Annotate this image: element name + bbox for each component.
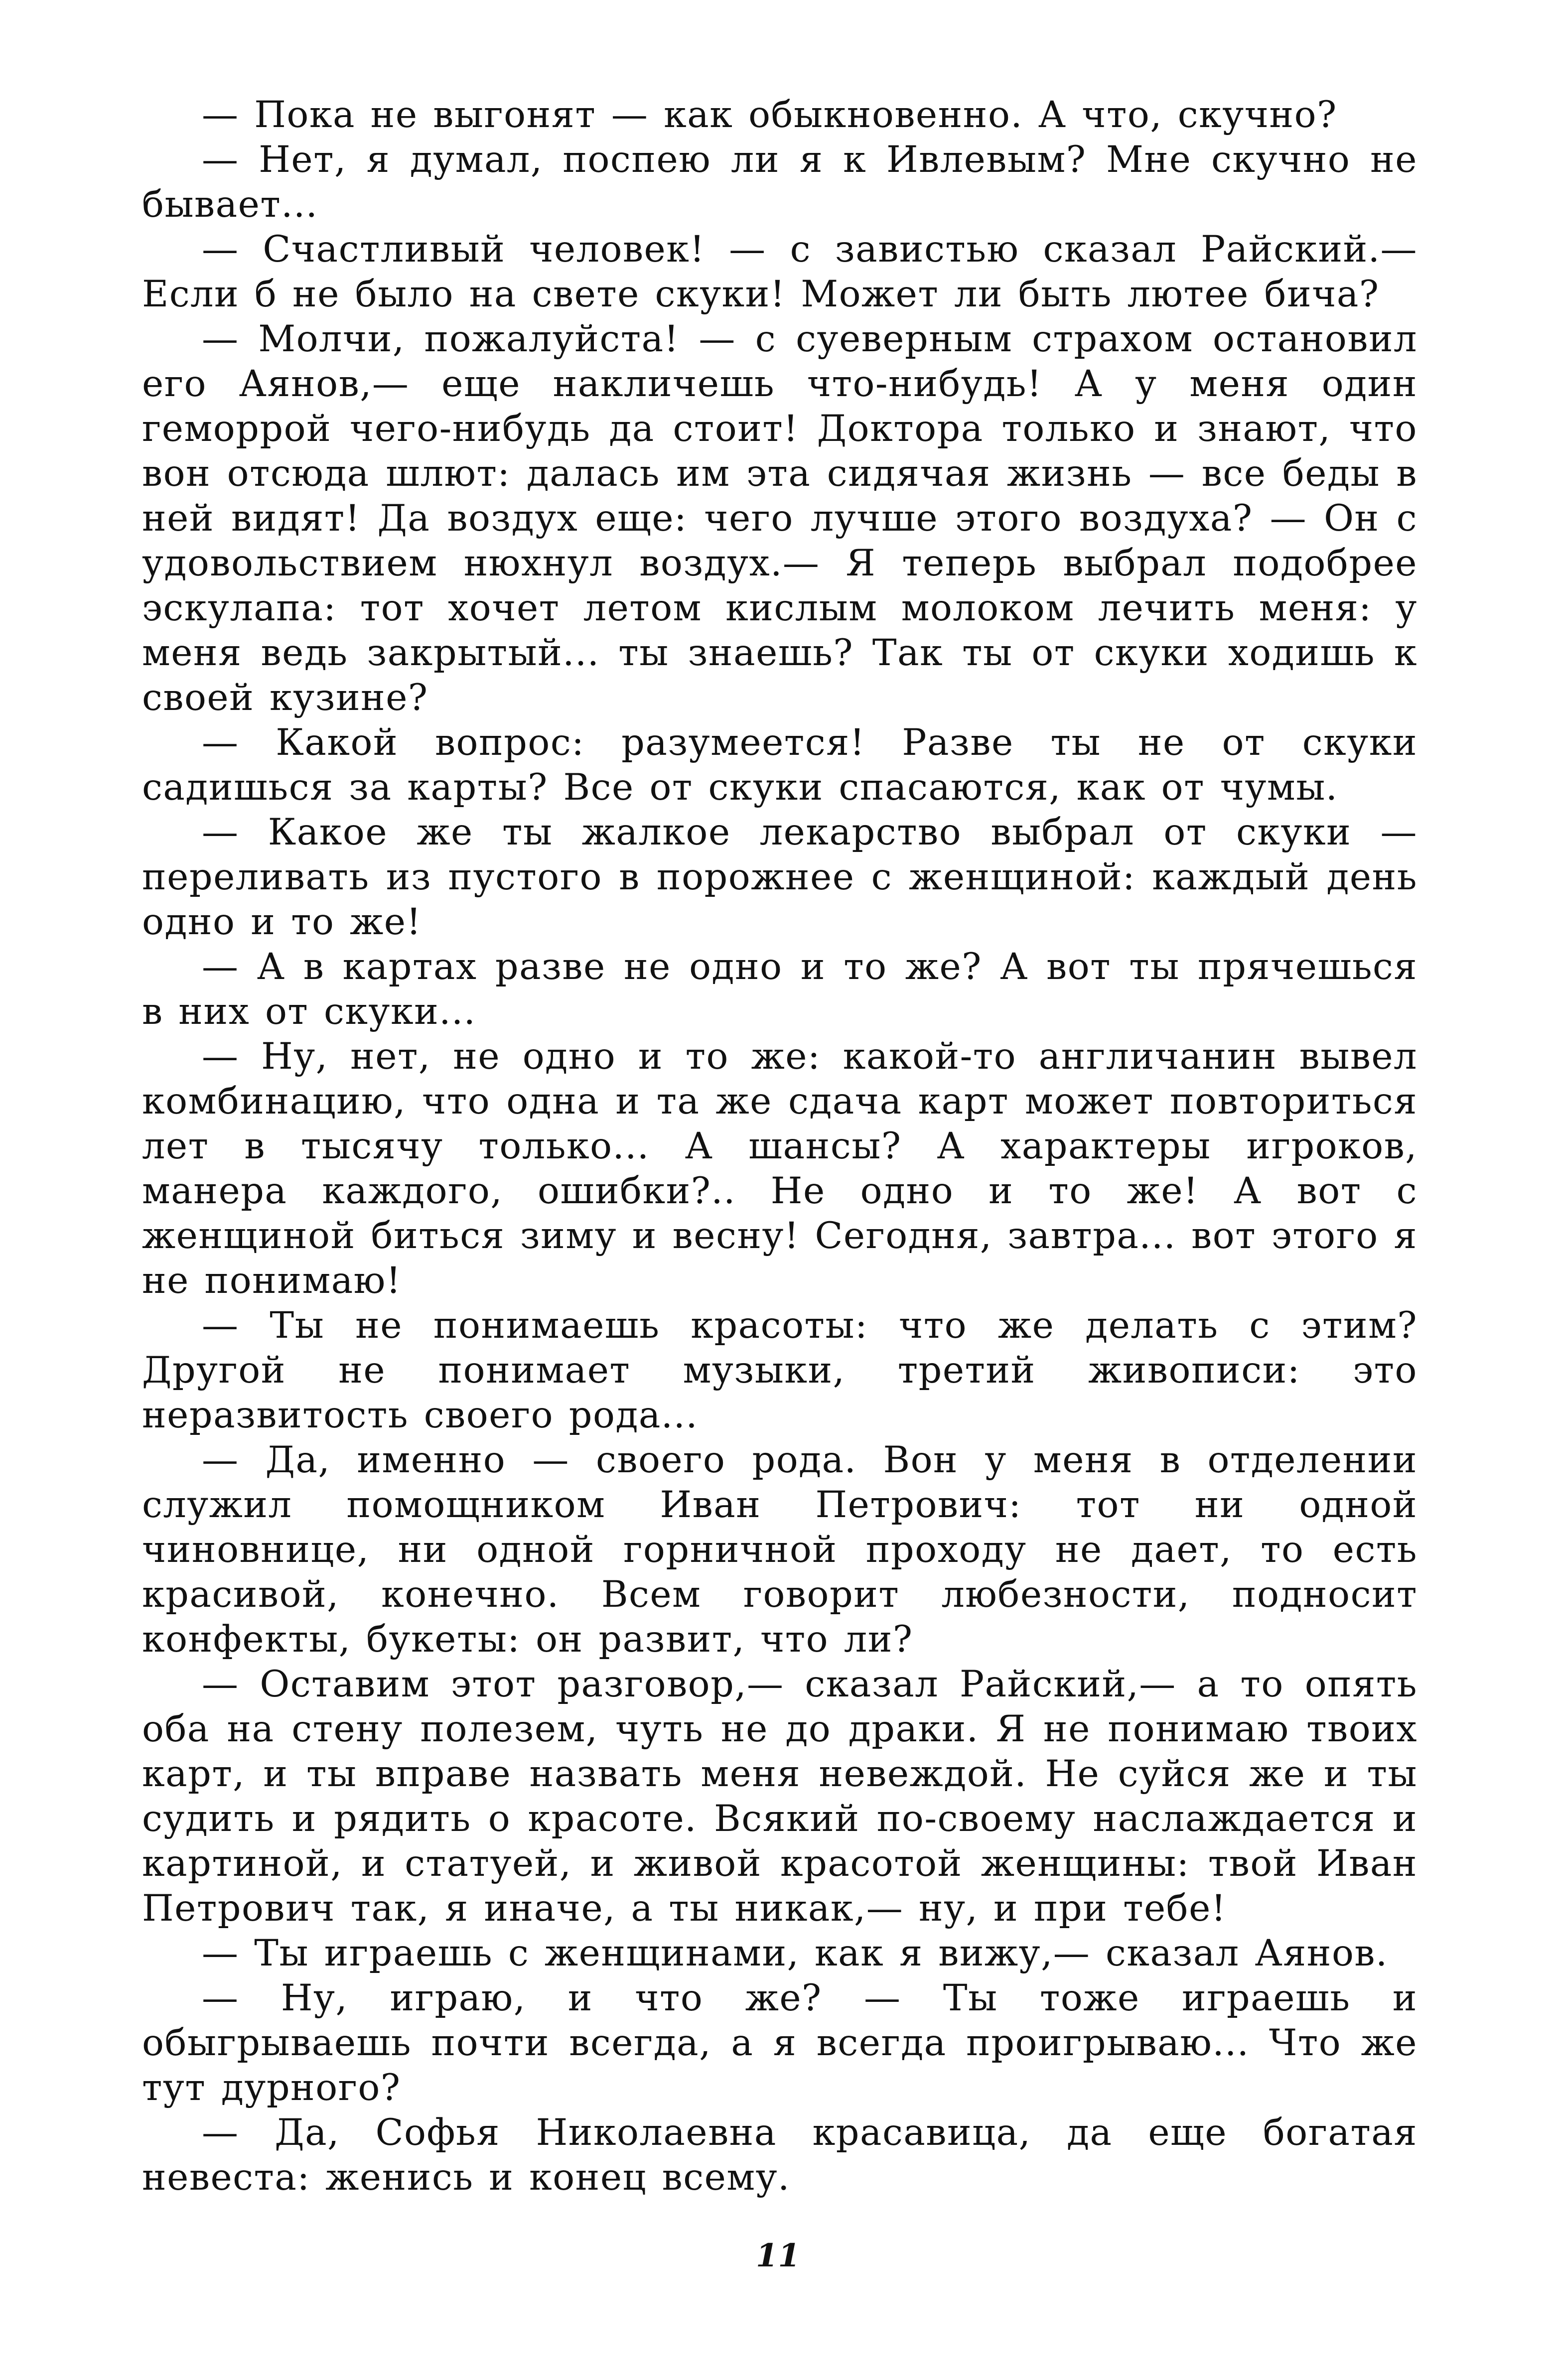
paragraph: — Пока не выгонят — как обыкновенно. А что, скучно?: [202, 94, 1337, 136]
paragraph: — Какой вопрос: разумеется! Разве ты не от скуки садишься за карты? Все от скуки спасаются, как от чумы.: [142, 721, 1417, 809]
paragraph: — Ну, нет, не одно и то же: какой-то англичанин вывел комбинацию, что одна и та же сдача карт может повториться лет в тысячу только... А шансы? А характеры игроков, манера каждого, ошибки?.. Не одно и то же! А вот с женщиной биться зиму и весну! Сегодня, завтра... вот этого я не понимаю!: [142, 1035, 1417, 1302]
paragraph: — Счастливый человек! — с завистью сказал Райский.— Если б не было на свете скуки! Может ли быть лютее бича?: [142, 228, 1417, 315]
paragraph: — Да, Софья Николаевна красавица, да еще богатая невеста: женись и конец всему.: [142, 2111, 1417, 2199]
paragraph: — Ты не понимаешь красоты: что же делать с этим? Другой не понимает музыки, третий живописи: это неразвитость своего рода...: [142, 1304, 1417, 1436]
paragraph: — Ты играешь с женщинами, как я вижу,— сказал Аянов.: [202, 1932, 1388, 1974]
paragraph: — Да, именно — своего рода. Вон у меня в отделении служил помощником Иван Петрович: тот ни одной чиновнице, ни одной горничной проходу не дает, то есть красивой, конечно. Всем говорит любезности, подносит конфекты, букеты: он развит, что ли?: [142, 1439, 1417, 1661]
page-number: 11: [755, 2237, 801, 2274]
paragraph: — Нет, я думал, поспею ли я к Ивлевым? Мне скучно не бывает...: [142, 139, 1417, 226]
page-text: [142, 93, 1417, 2200]
paragraph: — Ну, играю, и что же? — Ты тоже играешь и обыгрываешь почти всегда, а я всегда проигрываю... Что же тут дурного?: [142, 1977, 1417, 2109]
paragraph: — Оставим этот разговор,— сказал Райский,— а то опять оба на стену полезем, чуть не до драки. Я не понимаю твоих карт, и ты вправе назвать меня невеждой. Не суйся же и ты судить и рядить о красоте. Всякий по-своему наслаждается и картиной, и статуей, и живой красотой женщины: твой Иван Петрович так, я иначе, а ты никак,— ну, и при тебе!: [142, 1663, 1417, 1930]
paragraph: — А в картах разве не одно и то же? А вот ты прячешься в них от скуки...: [142, 946, 1417, 1033]
paragraph: — Какое же ты жалкое лекарство выбрал от скуки — переливать из пустого в порожнее с женщиной: каждый день одно и то же!: [142, 811, 1417, 943]
paragraph: — Молчи, пожалуйста! — с суеверным страхом остановил его Аянов,— еще накличешь что-нибудь! А у меня один геморрой чего-нибудь да стоит! Доктора только и знают, что вон отсюда шлют: далась им эта сидячая жизнь — все беды в ней видят! Да воздух еще: чего лучше этого воздуха? — Он с удовольствием нюхнул воздух.— Я теперь выбрал подобрее эскулапа: тот хочет летом кислым молоком лечить меня: у меня ведь закрытый... ты знаешь? Так ты от скуки ходишь к своей кузине?: [142, 318, 1417, 719]
